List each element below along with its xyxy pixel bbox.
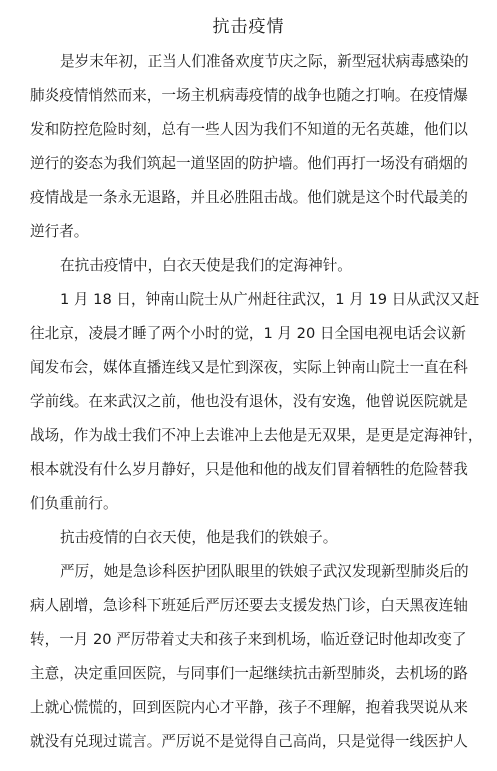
text-line: 闻发布会，媒体直播连线又是忙到深夜，实际上钟南山院士一直在科 bbox=[30, 359, 468, 376]
text-line: 就没有兑现过谎言。严厉说不是觉得自己高尚，只是觉得一线医护人 bbox=[30, 733, 468, 750]
text-line: 严厉，她是急诊科医护团队眼里的铁娘子武汉发现新型肺炎后的 bbox=[60, 563, 469, 580]
text-line: 战场，作为战士我们不冲上去谁冲上去他是无双果，是更是定海神针， bbox=[30, 427, 483, 444]
text-line: 抗击疫情的白衣天使，他是我们的铁娘子。 bbox=[60, 529, 338, 546]
text-line: 是岁末年初，正当人们准备欢度节庆之际，新型冠状病毒感染的 bbox=[60, 53, 469, 70]
document-title: 抗击疫情 bbox=[212, 17, 285, 37]
text-line: 逆行者。 bbox=[30, 223, 89, 240]
text-line: 肺炎疫情悄然而来，一场主机病毒疫情的战争也随之打响。在疫情爆 bbox=[30, 87, 468, 104]
text-line: 学前线。在来武汉之前，他也没有退休，没有安逸，他曾说医院就是 bbox=[30, 393, 468, 410]
text-line: 在抗击疫情中，白衣天使是我们的定海神针。 bbox=[60, 257, 352, 274]
text-line: 上就心慌慌的，回到医院内心才平静，孩子不理解，抱着我哭说从来 bbox=[30, 699, 468, 716]
text-line: 根本就没有什么岁月静好，只是他和他的战友们冒着牺牲的危险替我 bbox=[30, 461, 468, 478]
text-line: 病人剧增，急诊科下班延后严厉还要去支援发热门诊，白天黑夜连轴 bbox=[30, 597, 468, 614]
text-line: 发和防控危险时刻，总有一些人因为我们不知道的无名英雄，他们以 bbox=[30, 121, 468, 138]
text-line: 1 月 18 日，钟南山院士从广州赶往武汉，1 月 19 日从武汉又赶 bbox=[60, 291, 480, 308]
text-line: 疫情战是一条永无退路，并且必胜阻击战。他们就是这个时代最美的 bbox=[30, 189, 468, 206]
text-line: 逆行的姿态为我们筑起一道坚固的防护墙。他们再打一场没有硝烟的 bbox=[30, 155, 468, 172]
text-line: 们负重前行。 bbox=[30, 495, 118, 512]
text-line: 往北京，凌晨才睡了两个小时的觉，1 月 20 日全国电视电话会议新 bbox=[30, 325, 466, 342]
text-line: 主意，决定重回医院，与同事们一起继续抗击新型肺炎，去机场的路 bbox=[30, 665, 468, 682]
text-line: 转，一月 20 严厉带着丈夫和孩子来到机场，临近登记时他却改变了 bbox=[30, 631, 467, 648]
